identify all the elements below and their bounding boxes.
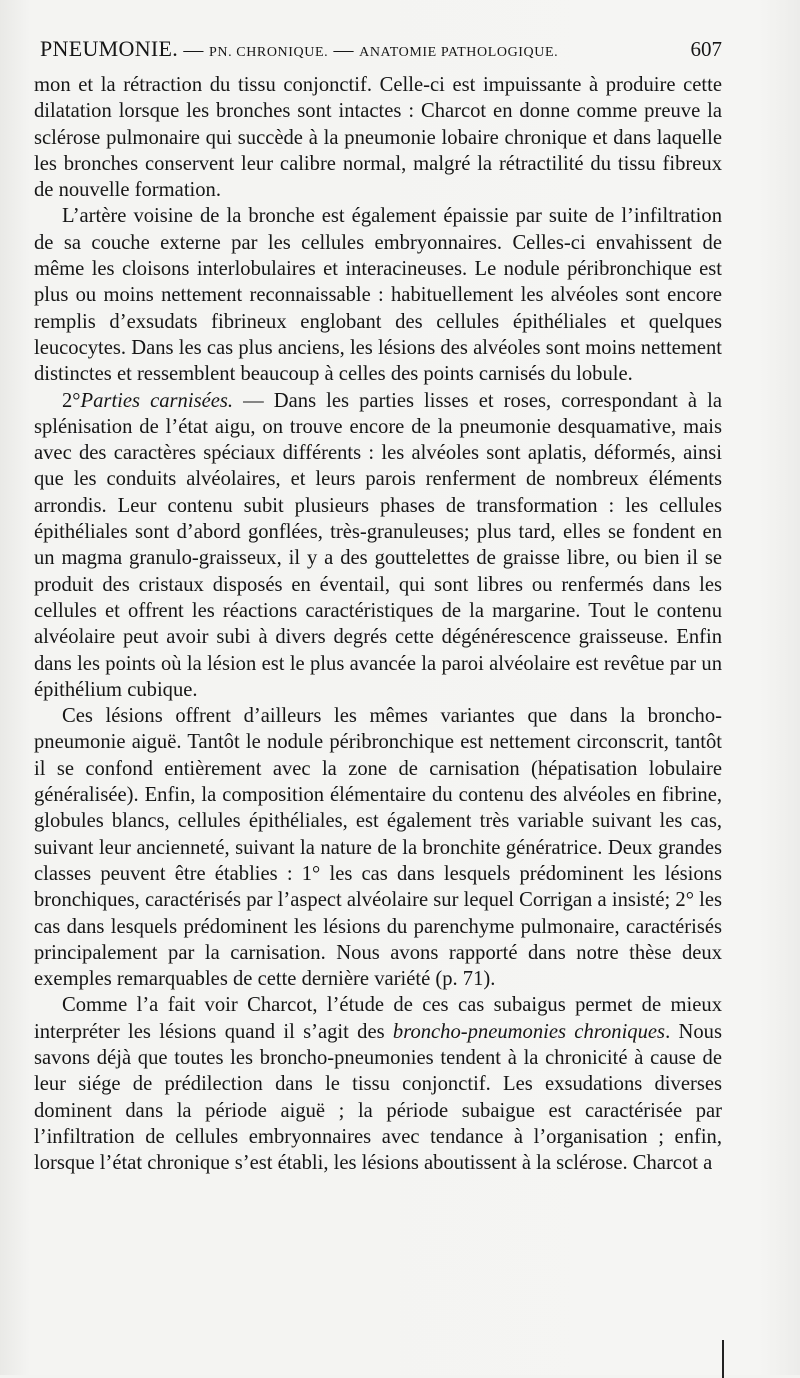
- page-number: 607: [690, 37, 722, 61]
- running-head-title: PNEUMONIE.: [40, 36, 179, 61]
- paragraph-5-end: . Nous savons déjà que toutes les broncho-pneumonies tendent à la chronicité à cause de leur siége de prédilection dans le tissu conjonctif. Les exsudations diverses dominent dans la période aiguë ; la période subaigue est caractérisée par l’infiltration de cellules embryonnaires avec tendance à l’organisation ; enfin, lorsque l’état chronique s’est établi, les lésions aboutissent à la sclérose. Charcot a: [34, 1020, 722, 1175]
- paragraph-5-start: Comme l’a fait voir Charcot, l’étude de ces cas subaigus permet de mieux interpréter les lésions quand il s’agit des: [34, 994, 722, 1043]
- paragraph-2: L’artère voisine de la bronche est également épaissie par suite de l’infiltration de sa couche externe par les cellules embryonnaires. Celles-ci envahissent de même les cloisons interlobulaires et interacineuses. Le nodule péribronchique est plus ou moins nettement reconnaissable : habituellement les alvéoles sont encore remplis d’exsudats fibrineux englobant des cellules épithéliales et quelques leucocytes. Dans les cas plus anciens, les lésions des alvéoles sont moins nettement distinctes et ressemblent beaucoup à celles des points carnisés du lobule.: [34, 205, 722, 386]
- running-head: [40, 36, 558, 62]
- running-head-dash: —: [178, 39, 209, 61]
- paragraph-5-italic: broncho-pneumonies chroniques: [392, 1020, 666, 1043]
- paragraph-4: Ces lésions offrent d’ailleurs les mêmes variantes que dans la broncho-pneumonie aiguë. Tantôt le nodule péribronchique est nettement circonscrit, tantôt il se confond entièrement avec la zone de carnisation (hépatisation lobulaire généralisée). Enfin, la composition élémentaire du contenu des alvéoles en fibrine, globules blancs, cellules épithéliales, est également très variable suivant les cas, suivant leur ancienneté, suivant la nature de la bronchite génératrice. Deux grandes classes peuvent être établies : 1° les cas dans lesquels prédominent les lésions bronchiques, caractérisés par l’aspect alvéolaire sur lequel Corrigan a insisté; 2° les cas dans lesquels prédominent les lésions du parenchyme pulmonaire, caractérisés principalement par la carnisation. Nous avons rapporté dans notre thèse deux exemples remarquables de cette dernière variété (p. 71).: [34, 705, 722, 991]
- running-head-section: PN. CHRONIQUE.: [208, 45, 329, 60]
- running-head-dash: —: [328, 39, 360, 61]
- paragraph-1: mon et la rétraction du tissu conjonctif. Celle-ci est impuissante à produire cette dilatation lorsque les bronches sont intactes : Charcot en donne comme preuve la sclérose pulmonaire qui succède à la pneumonie lobaire chronique et dans laquelle les bronches conservent leur calibre normal, malgré la rétractilité du tissu fibreux de nouvelle formation.: [34, 74, 722, 202]
- page-header: [40, 36, 722, 60]
- section-heading: Parties carnisées.: [80, 389, 234, 412]
- paragraph-3: [34, 388, 722, 704]
- section-number: 2°: [62, 389, 81, 412]
- paragraph-5: [34, 992, 722, 1176]
- body-text: [34, 72, 722, 1176]
- running-head-subsection: ANATOMIE PATHOLOGIQUE.: [359, 45, 559, 60]
- paragraph-3-text: — Dans les parties lisses et roses, correspondant à la splénisation de l’état aigu, on trouve encore de la pneumonie desquamative, mais avec des caractères spéciaux différents : les alvéoles sont aplatis, déformés, ainsi que les conduits alvéolaires, et leurs parois renferment de nombreux éléments arrondis. Leur contenu subit plusieurs phases de transformation : les cellules épithéliales sont d’abord gonflées, très-granuleuses; plus tard, elles se fondent en un magma granulo-graisseux, il y a des gouttelettes de graisse libre, ou bien il se produit des cristaux disposés en éventail, qui sont libres ou renfermés dans les cellules et offrent les réactions caractéristiques de la margarine. Tout le contenu alvéolaire peut avoir subi à divers degrés cette dégénérescence graisseuse. Enfin dans les points où la lésion est le plus avancée la paroi alvéolaire est revêtue par un épithélium cubique.: [34, 389, 722, 701]
- margin-line: [722, 1340, 724, 1378]
